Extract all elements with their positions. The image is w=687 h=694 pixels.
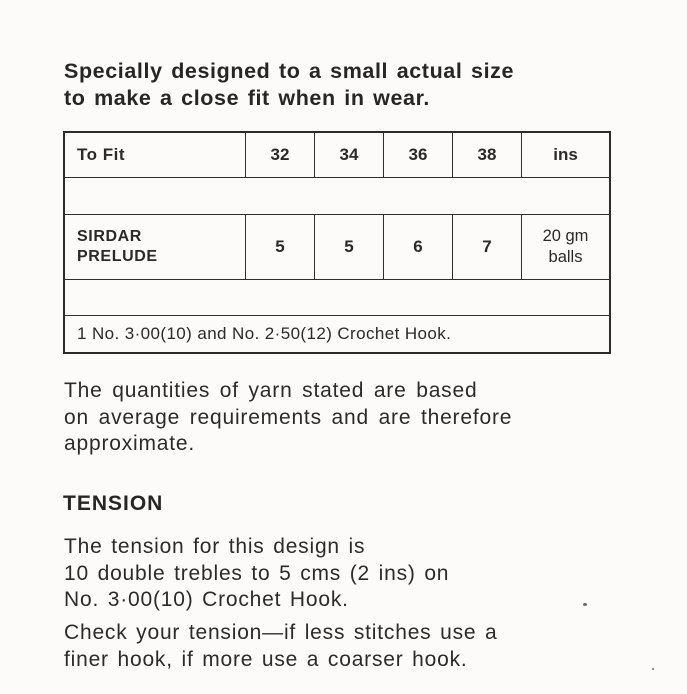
size-cell: 34 [315,132,384,178]
quantity-cell: 7 [453,215,522,280]
size-unit: ins [522,132,611,178]
print-speck [652,668,654,670]
spacer-row [64,280,610,316]
size-cell: 32 [246,132,315,178]
note-line: on average requirements and are therefore [64,405,513,429]
yarn-unit [522,215,611,280]
size-table [63,131,611,354]
yarn-type: PRELUDE [77,248,158,265]
quantity-cell: 5 [246,215,315,280]
yarn-unit-balls: balls [548,248,583,266]
tension-body [64,534,449,614]
spacer-cell [64,178,610,215]
yarn-row [64,215,610,280]
size-cell: 36 [384,132,453,178]
to-fit-row [64,132,610,178]
print-speck [583,603,587,606]
hook-text: 1 No. 3·00(10) and No. 2·50(12) Crochet Hook. [64,316,610,354]
intro-line: to make a close fit when in wear. [64,86,430,110]
tension-line: No. 3·00(10) Crochet Hook. [64,588,349,611]
note-line: The quantities of yarn stated are based [64,379,478,402]
size-cell: 38 [453,132,522,178]
tension-line: The tension for this design is [64,535,366,558]
yarn-unit-weight: 20 gm [542,227,589,245]
to-fit-label: To Fit [64,132,246,178]
spacer-cell [64,280,610,316]
quantities-note [64,378,512,458]
tension-heading: TENSION [63,492,164,515]
yarn-brand: SIRDAR [77,228,142,245]
intro-text [64,58,624,112]
spacer-row [64,178,610,215]
tension-line: 10 double trebles to 5 cms (2 ins) on [64,561,450,585]
quantity-cell: 5 [315,215,384,280]
tension-check-line: Check your tension—if less stitches use a [64,621,498,644]
quantity-cell: 6 [384,215,453,280]
yarn-label [64,215,246,280]
tension-check [64,620,497,673]
hook-row [64,316,610,354]
note-line: approximate. [64,432,195,455]
intro-line: Specially designed to a small actual size [64,59,515,83]
tension-check-line: finer hook, if more use a coarser hook. [64,647,468,671]
